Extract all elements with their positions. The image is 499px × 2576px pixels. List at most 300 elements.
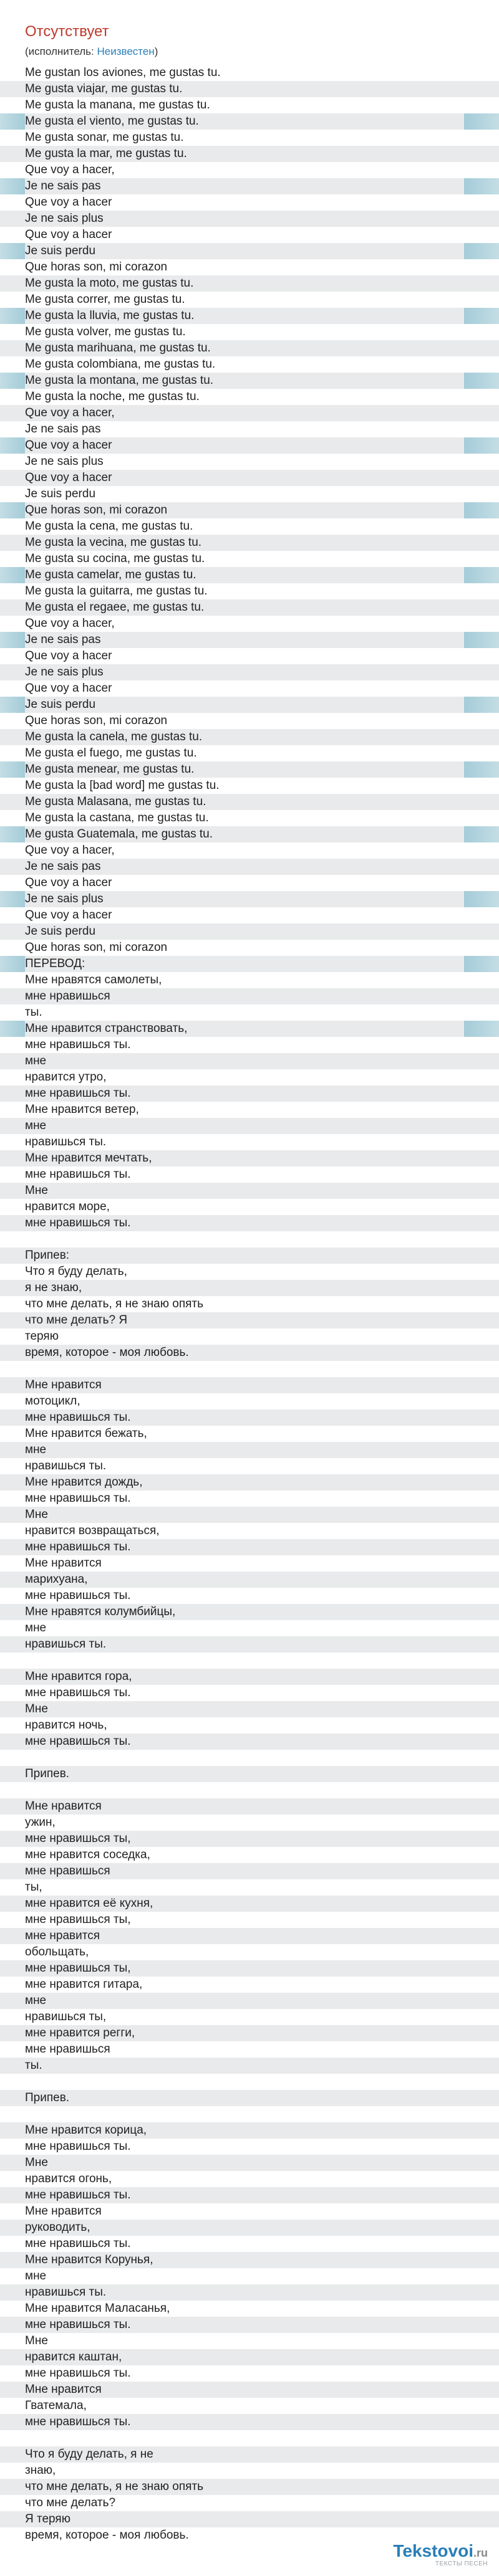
lyric-text: мне нравишься ты. bbox=[25, 2188, 131, 2202]
lyric-line bbox=[0, 2284, 499, 2301]
lyric-text: Me gusta la montana, me gustas tu. bbox=[25, 374, 214, 387]
performer-prefix: (исполнитель: bbox=[25, 45, 97, 57]
lyric-line bbox=[0, 923, 499, 940]
lyric-line bbox=[0, 227, 499, 243]
lyric-text: Je ne sais pas bbox=[25, 633, 101, 646]
lyric-text: мне нравишься ты, bbox=[25, 1962, 131, 1975]
lyric-line bbox=[0, 1620, 499, 1636]
lyric-line bbox=[0, 599, 499, 616]
lyric-text: что мне делать, я не знаю опять bbox=[25, 1297, 204, 1310]
lyric-line bbox=[0, 1685, 499, 1701]
lyric-text: Me gusta la guitarra, me gustas tu. bbox=[25, 584, 208, 598]
lyric-text: Мне нравится bbox=[25, 1557, 102, 1570]
lyric-text bbox=[0, 2075, 25, 2088]
lyric-line bbox=[0, 1410, 499, 1426]
lyric-line bbox=[0, 1377, 499, 1393]
lyric-line bbox=[0, 1442, 499, 1458]
lyric-line bbox=[0, 535, 499, 551]
lyric-line bbox=[0, 1280, 499, 1296]
decor-band bbox=[464, 826, 499, 842]
lyric-line bbox=[0, 2317, 499, 2333]
lyric-line bbox=[0, 1815, 499, 1831]
lyric-line bbox=[0, 1199, 499, 1215]
lyric-text: мне нравишься ты. bbox=[25, 1087, 131, 1100]
lyric-text: обольщать, bbox=[25, 1945, 89, 1958]
lyric-text: Me gusta la vecina, me gustas tu. bbox=[25, 536, 202, 549]
lyric-text: Что я буду делать, bbox=[25, 1265, 127, 1278]
lyric-line bbox=[0, 794, 499, 810]
lyric-text: Me gusta volver, me gustas tu. bbox=[25, 325, 186, 338]
lyric-text: мне bbox=[25, 1443, 47, 1456]
lyric-line bbox=[0, 1166, 499, 1183]
lyric-line bbox=[0, 97, 499, 113]
lyric-line bbox=[0, 1572, 499, 1588]
lyric-text: нравишься ты. bbox=[25, 2286, 107, 2299]
lyric-text: мне нравишься ты, bbox=[25, 1913, 131, 1926]
lyric-text: Que voy a hacer bbox=[25, 471, 112, 484]
lyric-text: Que voy a hacer bbox=[25, 196, 112, 209]
lyric-line bbox=[0, 680, 499, 697]
lyric-text: мне нравишься ты. bbox=[25, 1686, 131, 1699]
lyric-text: знаю, bbox=[25, 2464, 56, 2477]
lyric-text: мне нравишься ты. bbox=[25, 1735, 131, 1748]
lyric-line bbox=[0, 859, 499, 875]
lyric-line bbox=[0, 1669, 499, 1685]
lyric-text: мне нравится гитара, bbox=[25, 1978, 143, 1991]
lyric-line bbox=[0, 405, 499, 421]
lyric-line bbox=[0, 2333, 499, 2349]
lyric-text: Que voy a hacer bbox=[25, 439, 112, 452]
lyric-line bbox=[0, 259, 499, 275]
decor-band bbox=[464, 373, 499, 389]
decor-band bbox=[464, 502, 499, 518]
lyric-line bbox=[0, 1766, 499, 1782]
lyric-line bbox=[0, 1474, 499, 1491]
lyric-text: Que voy a hacer bbox=[25, 682, 112, 695]
lyric-text: Me gusta colombiana, me gustas tu. bbox=[25, 358, 216, 371]
lyric-line bbox=[0, 1491, 499, 1507]
lyric-line bbox=[0, 373, 499, 389]
lyric-text: Мне bbox=[25, 1508, 48, 1521]
lyric-text: Je suis perdu bbox=[25, 487, 96, 500]
lyric-line bbox=[0, 2155, 499, 2171]
lyric-line bbox=[0, 664, 499, 680]
song-title: Отсутствует bbox=[25, 23, 109, 40]
lyric-text: Что я буду делать, я не bbox=[25, 2448, 153, 2461]
lyric-text: Que voy a hacer, bbox=[25, 163, 115, 176]
lyric-text: Que voy a hacer bbox=[25, 909, 112, 922]
lyric-line bbox=[0, 1636, 499, 1653]
lyric-line bbox=[0, 324, 499, 340]
lyric-line bbox=[0, 2511, 499, 2527]
lyric-text: Мне bbox=[25, 2156, 48, 2169]
lyric-line bbox=[0, 1604, 499, 1620]
lyric-text: мне нравишься ты. bbox=[25, 1411, 131, 1424]
lyric-line bbox=[0, 1150, 499, 1166]
lyric-text: я не знаю, bbox=[25, 1281, 82, 1294]
lyric-text: Me gusta menear, me gustas tu. bbox=[25, 763, 195, 776]
lyric-line bbox=[0, 2236, 499, 2252]
lyric-text bbox=[0, 2107, 25, 2120]
lyric-line bbox=[0, 2074, 499, 2090]
lyric-text bbox=[0, 1233, 25, 1246]
lyric-text: мне bbox=[25, 1054, 47, 1067]
lyric-line bbox=[0, 2479, 499, 2495]
lyric-text: Мне нравится дождь, bbox=[25, 1476, 143, 1489]
lyric-line bbox=[0, 1847, 499, 1863]
lyric-line bbox=[0, 1539, 499, 1555]
lyric-line bbox=[0, 1960, 499, 1977]
lyric-line bbox=[0, 1555, 499, 1572]
lyric-line bbox=[0, 1037, 499, 1053]
lyric-text: Me gusta la [bad word] me gustas tu. bbox=[25, 779, 220, 792]
lyric-text: Me gusta la cena, me gustas tu. bbox=[25, 520, 193, 533]
lyric-line bbox=[0, 1863, 499, 1879]
lyric-line bbox=[0, 340, 499, 356]
lyric-text: Мне нравится корица, bbox=[25, 2124, 147, 2137]
lyric-text: Мне нравится мечтать, bbox=[25, 1152, 152, 1165]
lyric-line bbox=[0, 551, 499, 567]
lyric-text: что мне делать? Я bbox=[25, 1314, 128, 1327]
lyric-text: Que voy a hacer, bbox=[25, 844, 115, 857]
lyric-text: Припев. bbox=[25, 1767, 70, 1780]
lyric-text: ПЕРЕВОД: bbox=[25, 957, 85, 970]
lyric-text: мне bbox=[25, 1621, 47, 1634]
lyric-text: мне bbox=[25, 2269, 47, 2283]
lyric-line bbox=[0, 146, 499, 162]
lyric-line bbox=[0, 1750, 499, 1766]
lyric-text: Мне нравится гора, bbox=[25, 1670, 132, 1683]
lyric-text: мне нравишься ты. bbox=[25, 2367, 131, 2380]
lyric-text: мне нравишься ты. bbox=[25, 2140, 131, 2153]
lyric-text: нравишься ты. bbox=[25, 1638, 107, 1651]
lyric-line bbox=[0, 778, 499, 794]
lyric-text: Que horas son, mi corazon bbox=[25, 714, 168, 727]
lyric-line bbox=[0, 2106, 499, 2122]
lyric-text bbox=[0, 1751, 25, 1764]
decor-band bbox=[464, 891, 499, 907]
lyric-text: Que horas son, mi corazon bbox=[25, 941, 168, 954]
lyric-text: Me gusta sonar, me gustas tu. bbox=[25, 131, 184, 144]
lyric-text: Je ne sais plus bbox=[25, 212, 104, 225]
lyric-line bbox=[0, 826, 499, 842]
lyric-line bbox=[0, 1215, 499, 1231]
lyric-text: Me gusta camelar, me gustas tu. bbox=[25, 568, 196, 581]
performer-link[interactable]: Неизвестен bbox=[97, 45, 155, 57]
lyric-line bbox=[0, 1053, 499, 1069]
lyric-text: мне нравишься ты. bbox=[25, 2237, 131, 2250]
lyric-line bbox=[0, 1507, 499, 1523]
lyric-text: мне нравишься bbox=[25, 1864, 110, 1877]
lyric-line bbox=[0, 713, 499, 729]
lyric-text: ты. bbox=[25, 1006, 42, 1019]
lyric-line bbox=[0, 1004, 499, 1021]
decor-band bbox=[464, 956, 499, 972]
lyric-line bbox=[0, 2495, 499, 2511]
lyric-line bbox=[0, 243, 499, 259]
lyric-line bbox=[0, 1134, 499, 1150]
lyric-line bbox=[0, 1102, 499, 1118]
lyric-line bbox=[0, 2025, 499, 2041]
lyric-text: мне нравишься bbox=[25, 990, 110, 1003]
lyric-line bbox=[0, 1879, 499, 1896]
lyric-line bbox=[0, 2203, 499, 2220]
lyric-text: мне нравится bbox=[25, 1929, 100, 1942]
lyric-text: мне нравится регги, bbox=[25, 2026, 135, 2039]
lyric-line bbox=[0, 2139, 499, 2155]
lyric-text: нравится каштан, bbox=[25, 2350, 122, 2364]
lyric-line bbox=[0, 729, 499, 745]
lyric-line bbox=[0, 356, 499, 373]
lyric-text: Me gusta la castana, me gustas tu. bbox=[25, 811, 209, 824]
lyric-text: Me gusta la manana, me gustas tu. bbox=[25, 98, 210, 112]
lyric-line bbox=[0, 567, 499, 583]
lyric-text: Je ne sais pas bbox=[25, 860, 101, 873]
lyric-line bbox=[0, 65, 499, 81]
lyric-line bbox=[0, 1231, 499, 1247]
lyric-text: Me gustan los aviones, me gustas tu. bbox=[25, 66, 221, 79]
lyric-line bbox=[0, 2090, 499, 2106]
lyric-text: время, которое - моя любовь. bbox=[25, 1346, 189, 1359]
decor-band bbox=[464, 243, 499, 259]
lyric-line bbox=[0, 1458, 499, 1474]
lyric-text: ты, bbox=[25, 1881, 42, 1894]
lyric-text: мне нравишься ты. bbox=[25, 1540, 131, 1553]
lyric-line bbox=[0, 194, 499, 211]
lyric-line bbox=[0, 486, 499, 502]
lyric-line bbox=[0, 113, 499, 130]
lyric-text: Я теряю bbox=[25, 2512, 70, 2526]
lyric-text: Мне нравятся самолеты, bbox=[25, 973, 162, 986]
lyric-line bbox=[0, 211, 499, 227]
brand-name: Tekstovoi bbox=[393, 2541, 473, 2560]
lyric-text: Me gusta marihuana, me gustas tu. bbox=[25, 341, 211, 355]
lyric-text: Мне нравится bbox=[25, 1378, 102, 1391]
lyric-line bbox=[0, 2446, 499, 2463]
lyric-line bbox=[0, 437, 499, 454]
lyric-line bbox=[0, 1944, 499, 1960]
lyric-text: нравится ночь, bbox=[25, 1719, 107, 1732]
lyric-text: мне нравишься ты. bbox=[25, 2318, 131, 2331]
performer-suffix: ) bbox=[154, 45, 158, 57]
lyric-text: нравится утро, bbox=[25, 1071, 107, 1084]
lyric-line bbox=[0, 1183, 499, 1199]
lyric-line bbox=[0, 2414, 499, 2430]
lyric-text: мне нравишься ты. bbox=[25, 1216, 131, 1229]
lyric-text: нравится огонь, bbox=[25, 2172, 112, 2185]
lyric-text: Мне нравится Корунья, bbox=[25, 2253, 153, 2266]
lyric-line bbox=[0, 632, 499, 648]
lyric-line bbox=[0, 1717, 499, 1734]
lyric-text: Припев. bbox=[25, 2091, 70, 2104]
lyric-line bbox=[0, 2171, 499, 2187]
lyric-text bbox=[0, 1362, 25, 1375]
lyric-line bbox=[0, 1734, 499, 1750]
lyric-line bbox=[0, 972, 499, 988]
lyric-text: Мне нравятся колумбийцы, bbox=[25, 1605, 176, 1618]
lyric-line bbox=[0, 2349, 499, 2365]
lyric-line bbox=[0, 988, 499, 1004]
lyric-line bbox=[0, 583, 499, 599]
decor-band bbox=[464, 308, 499, 324]
lyric-line bbox=[0, 2252, 499, 2268]
lyric-text: Je ne sais plus bbox=[25, 665, 104, 679]
lyric-text: Que voy a hacer, bbox=[25, 406, 115, 419]
lyric-line bbox=[0, 389, 499, 405]
lyric-text: нравишься ты, bbox=[25, 2010, 107, 2023]
lyric-text: Me gusta Malasana, me gustas tu. bbox=[25, 795, 206, 808]
lyric-text: мне нравишься ты. bbox=[25, 1589, 131, 1602]
lyric-line bbox=[0, 1588, 499, 1604]
lyric-line bbox=[0, 2463, 499, 2479]
lyric-line bbox=[0, 1896, 499, 1912]
lyric-line bbox=[0, 130, 499, 146]
lyric-text: Мне bbox=[25, 2334, 48, 2347]
decor-band bbox=[464, 761, 499, 778]
lyric-text: ужин, bbox=[25, 1816, 56, 1829]
lyric-text: Припев: bbox=[25, 1249, 70, 1262]
lyric-line bbox=[0, 1928, 499, 1944]
lyric-line bbox=[0, 1021, 499, 1037]
lyric-text: мне нравится её кухня, bbox=[25, 1897, 153, 1910]
lyric-line bbox=[0, 842, 499, 859]
lyric-text: Мне bbox=[25, 1702, 48, 1715]
lyric-line bbox=[0, 1782, 499, 1798]
lyric-text: Que horas son, mi corazon bbox=[25, 503, 168, 517]
lyric-line bbox=[0, 2268, 499, 2284]
decor-band bbox=[464, 113, 499, 130]
lyric-text: Que horas son, mi corazon bbox=[25, 260, 168, 274]
lyric-line bbox=[0, 1264, 499, 1280]
lyric-line bbox=[0, 275, 499, 292]
lyric-text: Me gusta la moto, me gustas tu. bbox=[25, 277, 194, 290]
lyric-text: теряю bbox=[25, 1330, 59, 1343]
lyric-text: Me gusta la canela, me gustas tu. bbox=[25, 730, 203, 743]
decor-band bbox=[464, 178, 499, 194]
lyric-text: Мне bbox=[25, 1184, 48, 1197]
lyric-text: Мне нравится Маласанья, bbox=[25, 2302, 170, 2315]
lyric-line bbox=[0, 2009, 499, 2025]
lyric-text: мне нравишься ты. bbox=[25, 1168, 131, 1181]
lyric-text: Мне нравится bbox=[25, 2383, 102, 2396]
lyric-text: мне нравишься ты. bbox=[25, 1492, 131, 1505]
decor-band bbox=[464, 697, 499, 713]
lyric-text: Гватемала, bbox=[25, 2399, 87, 2412]
lyric-text bbox=[0, 1654, 25, 1667]
lyric-line bbox=[0, 1426, 499, 1442]
lyric-line bbox=[0, 940, 499, 956]
lyric-text bbox=[0, 2431, 25, 2445]
lyric-text: Мне нравится бежать, bbox=[25, 1427, 147, 1440]
lyric-text: Je ne sais pas bbox=[25, 179, 101, 193]
lyric-line bbox=[0, 1798, 499, 1815]
lyric-text: Je ne sais plus bbox=[25, 892, 104, 905]
lyric-text: руководить, bbox=[25, 2221, 90, 2234]
lyric-text: нравится море, bbox=[25, 1200, 110, 1213]
lyric-line bbox=[0, 1831, 499, 1847]
lyric-line bbox=[0, 1247, 499, 1264]
lyric-line bbox=[0, 616, 499, 632]
lyric-text: время, которое - моя любовь. bbox=[25, 2529, 189, 2542]
lyric-text: Je ne sais pas bbox=[25, 422, 101, 436]
lyric-line bbox=[0, 308, 499, 324]
lyric-line bbox=[0, 1085, 499, 1102]
lyric-line bbox=[0, 1977, 499, 1993]
lyric-text: Que voy a hacer bbox=[25, 876, 112, 889]
lyric-line bbox=[0, 2398, 499, 2414]
decor-band bbox=[464, 1021, 499, 1037]
lyric-text: что мне делать, я не знаю опять bbox=[25, 2480, 204, 2493]
lyric-text: мне нравишься ты, bbox=[25, 1832, 131, 1845]
lyric-line bbox=[0, 1118, 499, 1134]
lyric-text: Мне нравится странствовать, bbox=[25, 1022, 188, 1035]
site-logo-text bbox=[393, 2542, 488, 2560]
lyric-line bbox=[0, 470, 499, 486]
lyric-text: Мне нравится ветер, bbox=[25, 1103, 139, 1116]
lyric-line bbox=[0, 1523, 499, 1539]
lyric-text: марихуана, bbox=[25, 1573, 88, 1586]
lyrics-body bbox=[0, 65, 499, 2544]
lyric-text: мне нравишься ты. bbox=[25, 2415, 131, 2428]
lyric-line bbox=[0, 1393, 499, 1410]
lyric-text: Me gusta su cocina, me gustas tu. bbox=[25, 552, 205, 565]
lyric-line bbox=[0, 745, 499, 761]
lyric-line bbox=[0, 1069, 499, 1085]
lyric-text: Me gusta Guatemala, me gustas tu. bbox=[25, 828, 213, 841]
lyric-line bbox=[0, 178, 499, 194]
lyric-text: Que voy a hacer, bbox=[25, 617, 115, 630]
lyric-text: Me gusta la lluvia, me gustas tu. bbox=[25, 309, 195, 322]
lyric-line bbox=[0, 907, 499, 923]
lyric-text: мне нравится соседка, bbox=[25, 1848, 150, 1861]
lyric-line bbox=[0, 1912, 499, 1928]
lyric-text: Me gusta la noche, me gustas tu. bbox=[25, 390, 200, 403]
lyric-line bbox=[0, 2220, 499, 2236]
lyric-text: Me gusta el viento, me gustas tu. bbox=[25, 115, 199, 128]
lyric-text: Мне нравится bbox=[25, 2205, 102, 2218]
lyric-text: мотоцикл, bbox=[25, 1395, 80, 1408]
lyric-text: мне bbox=[25, 1994, 47, 2007]
lyric-line bbox=[0, 421, 499, 437]
lyric-text: Que voy a hacer bbox=[25, 228, 112, 241]
lyric-line bbox=[0, 697, 499, 713]
lyric-line bbox=[0, 1329, 499, 1345]
lyric-line bbox=[0, 1296, 499, 1312]
lyric-text: мне нравишься ты. bbox=[25, 1038, 131, 1051]
lyric-line bbox=[0, 2301, 499, 2317]
lyric-line bbox=[0, 1312, 499, 1329]
lyric-text: Me gusta la mar, me gustas tu. bbox=[25, 147, 187, 160]
lyric-line bbox=[0, 891, 499, 907]
lyric-line bbox=[0, 454, 499, 470]
lyric-line bbox=[0, 1653, 499, 1669]
lyric-text: Me gusta el regaee, me gustas tu. bbox=[25, 601, 205, 614]
site-logo[interactable] bbox=[393, 2542, 488, 2567]
lyric-text: нравишься ты. bbox=[25, 1135, 107, 1148]
lyric-text: Je suis perdu bbox=[25, 925, 96, 938]
lyric-text: Je suis perdu bbox=[25, 244, 96, 257]
lyric-line bbox=[0, 518, 499, 535]
site-tagline: ТЕКСТЫ ПЕСЕН bbox=[435, 2560, 488, 2567]
lyric-line bbox=[0, 2187, 499, 2203]
lyric-text: Je ne sais plus bbox=[25, 455, 104, 468]
lyric-text: что мне делать? bbox=[25, 2496, 116, 2509]
lyric-line bbox=[0, 2430, 499, 2446]
lyric-text: Me gusta el fuego, me gustas tu. bbox=[25, 747, 197, 760]
lyric-line bbox=[0, 162, 499, 178]
lyric-line bbox=[0, 2058, 499, 2074]
lyric-line bbox=[0, 2365, 499, 2382]
